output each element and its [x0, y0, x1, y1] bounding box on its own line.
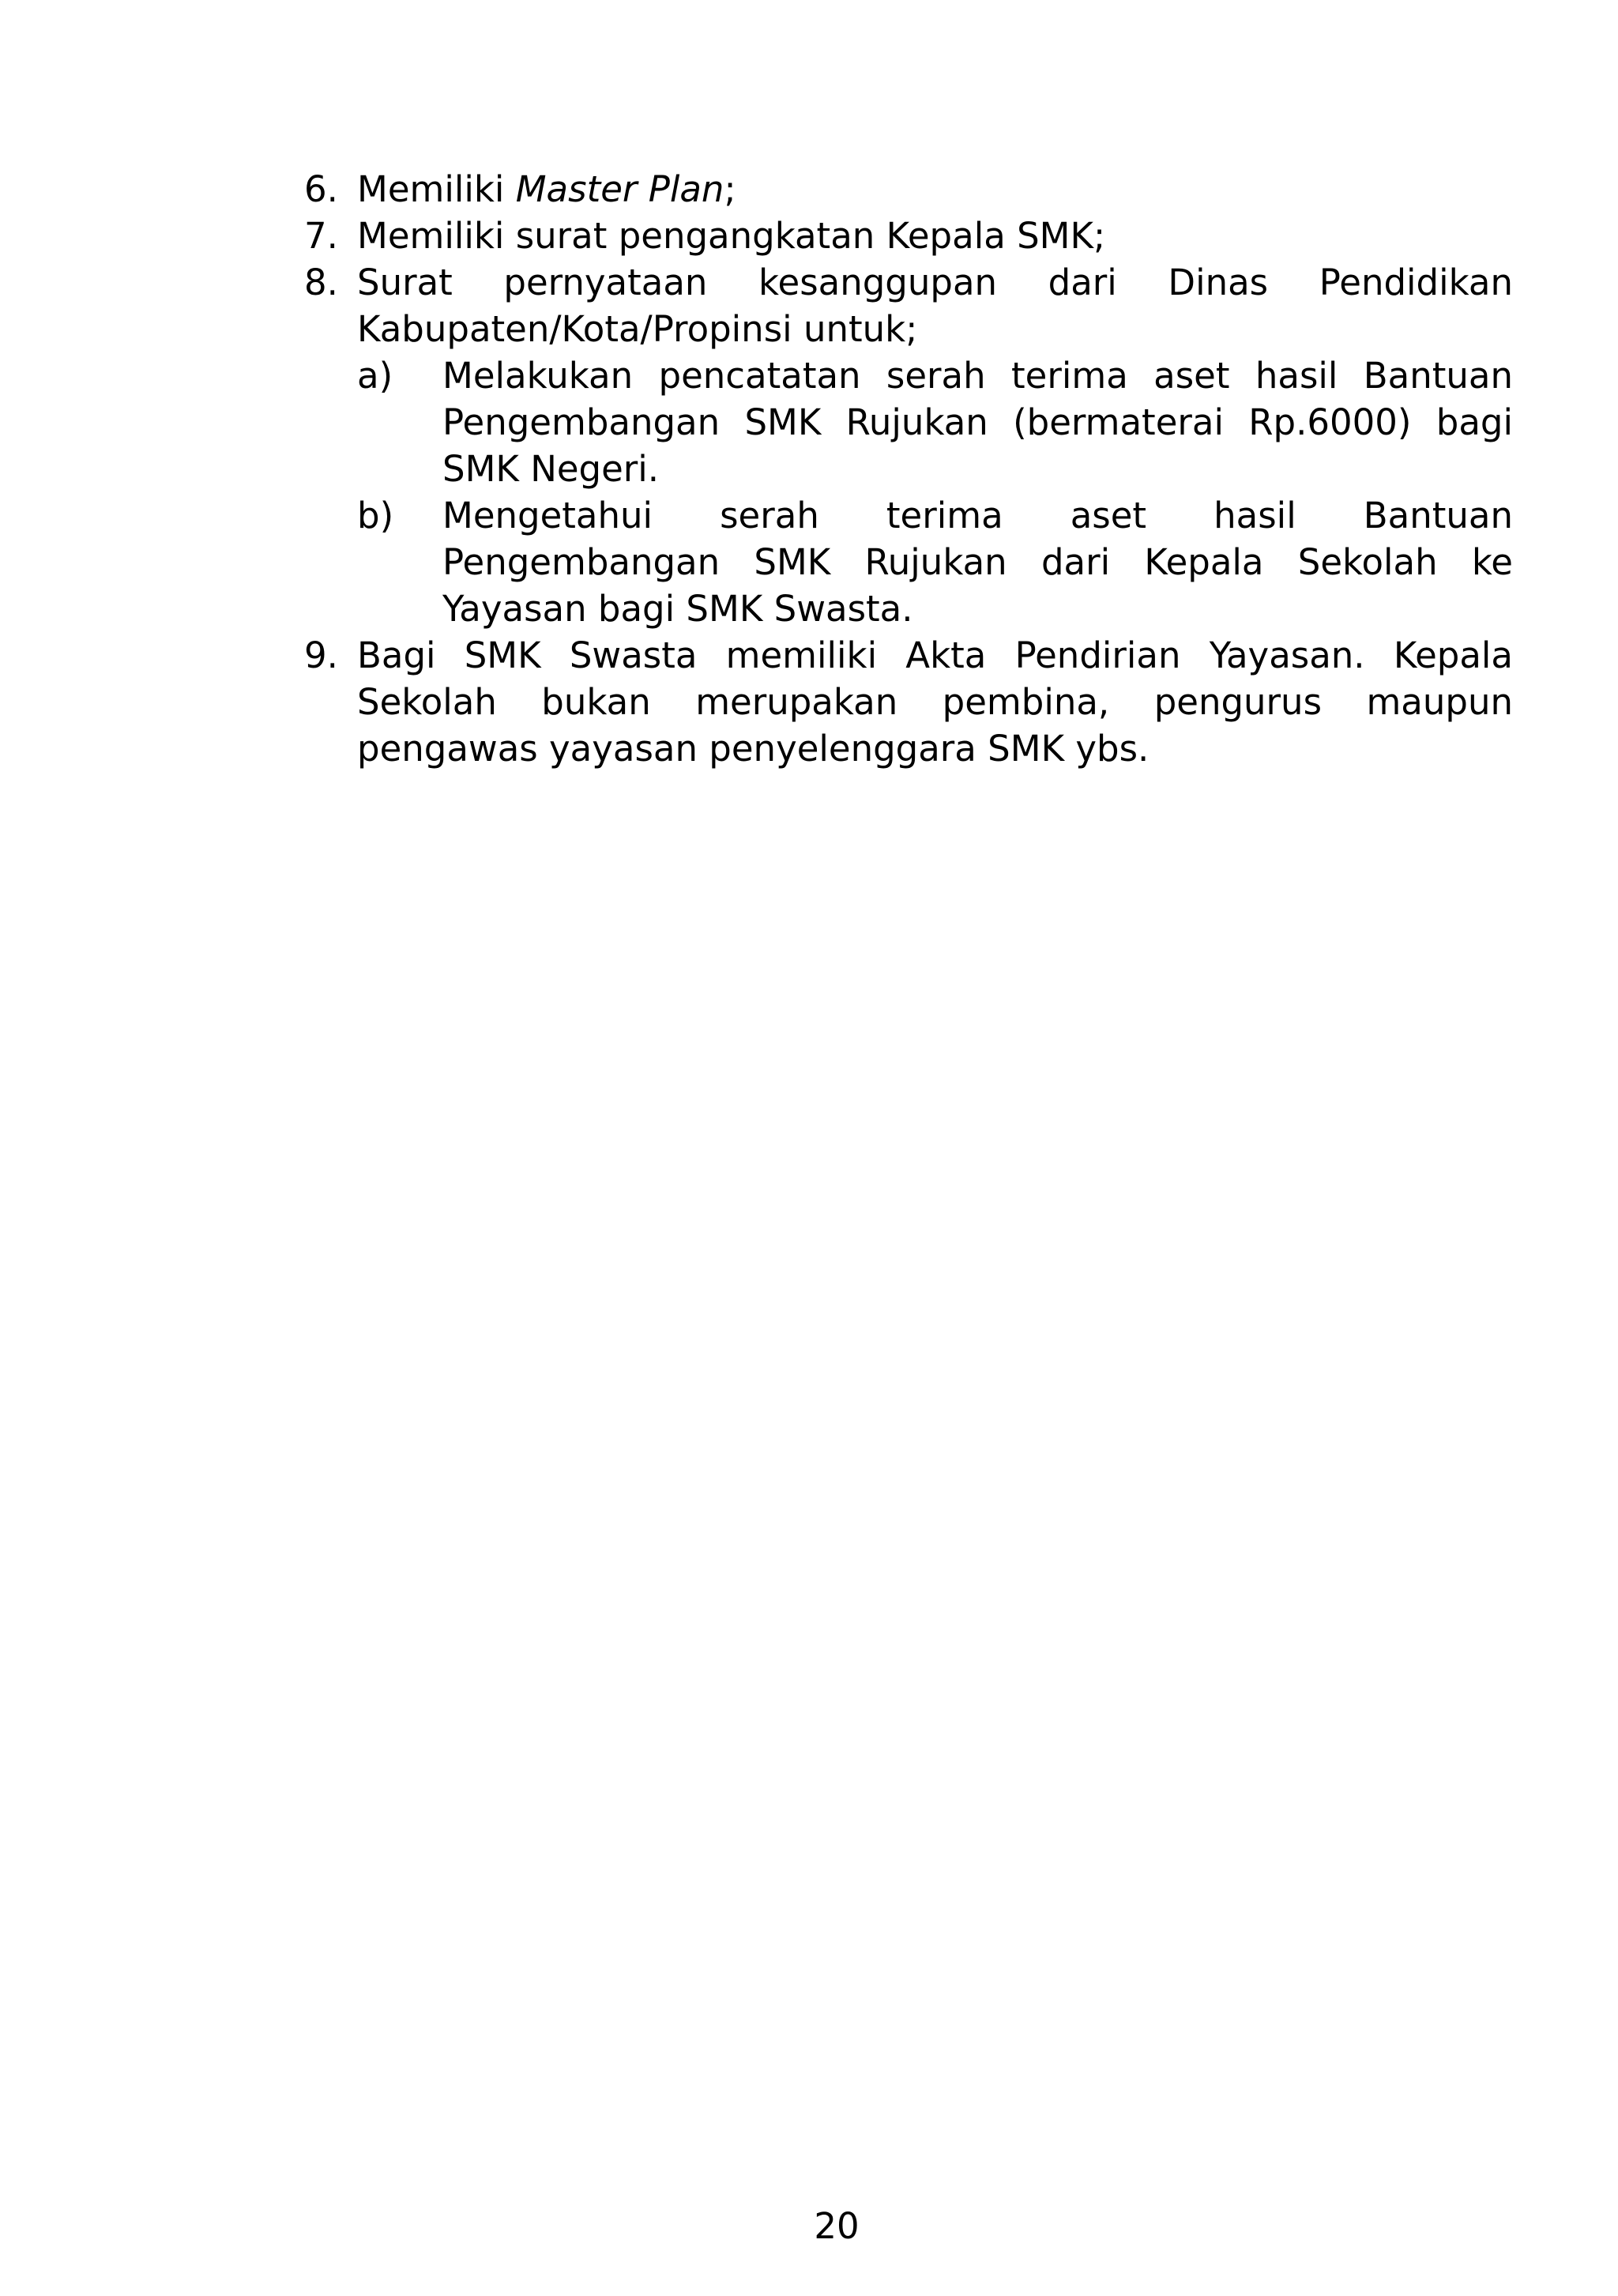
list-number: 9.: [304, 634, 338, 676]
list-number: 7.: [304, 215, 338, 257]
sub-item-letter: a): [357, 355, 393, 397]
sub-item-a: [304, 352, 1513, 492]
item-text-italic: Master Plan: [515, 168, 724, 210]
requirements-list: [304, 166, 1513, 772]
item-text: Memiliki surat pengangkatan Kepala SMK;: [357, 215, 1106, 257]
list-item-6: [304, 166, 1513, 213]
item-text: Bagi SMK Swasta memiliki Akta Pendirian Yayasan. Kepala Sekolah bukan merupakan pembina, pengurus maupun pengawas yayasan penyelenggara SMK ybs.: [357, 634, 1513, 770]
list-item-8: [304, 259, 1513, 352]
item-text-line-1: Surat pernyataan kesanggupan dari Dinas Pendidikan: [357, 262, 1513, 303]
sub-item-b: [304, 492, 1513, 632]
list-item-7: [304, 213, 1513, 259]
sub-item-text: Mengetahui serah terima aset hasil Bantuan Pengembangan SMK Rujukan dari Kepala Sekolah ke Yayasan bagi SMK Swasta.: [442, 495, 1513, 630]
item-text-suffix: ;: [724, 168, 736, 210]
list-item-9: [304, 632, 1513, 772]
page-number: 20: [814, 2205, 860, 2247]
sub-item-letter: b): [357, 495, 394, 536]
list-number: 6.: [304, 168, 338, 210]
item-text-line-2: Kabupaten/Kota/Propinsi untuk;: [357, 308, 918, 350]
item-text: Memiliki: [357, 168, 516, 210]
list-number: 8.: [304, 262, 338, 303]
sub-item-text: Melakukan pencatatan serah terima aset hasil Bantuan Pengembangan SMK Rujukan (bermaterai Rp.6000) bagi SMK Negeri.: [442, 355, 1513, 490]
